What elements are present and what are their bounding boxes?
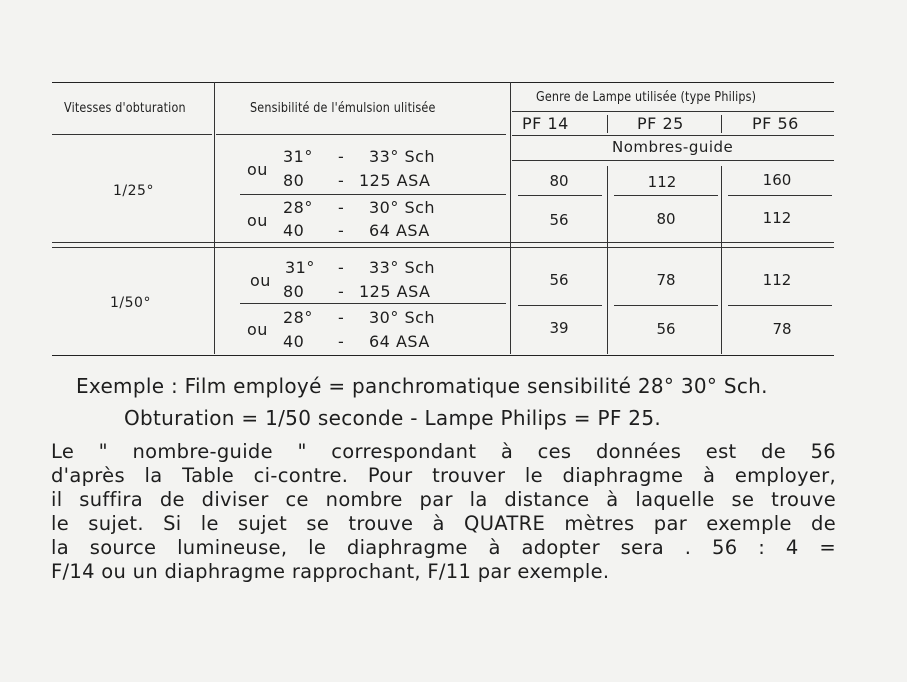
nombres-guide-rule xyxy=(512,160,834,161)
value-divider-2 xyxy=(721,166,722,354)
paragraph-line: F/14 ou un diaphragme rapprochant, F/11 par exemple. xyxy=(51,560,610,583)
example-line-2: Obturation = 1/50 seconde - Lampe Philips = PF 25. xyxy=(124,406,662,430)
sch-low: 28° xyxy=(283,308,313,327)
guide-value: 80 xyxy=(656,210,676,228)
row-separator-2b xyxy=(518,305,602,306)
asa-low: 80 xyxy=(283,171,305,190)
sch-low: 31° xyxy=(285,258,315,277)
lamp-pf25: PF 25 xyxy=(637,114,684,133)
paragraph-line: la source lumineuse, le diaphragme à adopter sera . 56 : 4 = xyxy=(51,536,836,559)
asa-dash: - xyxy=(338,282,345,301)
group-double-rule-top xyxy=(52,242,834,243)
paragraph-line: d'après la Table ci-contre. Pour trouver le diaphragme à employer, xyxy=(51,464,836,487)
sch-high: 33° Sch xyxy=(369,258,436,277)
value-divider-1 xyxy=(607,166,608,354)
ou-label: ou xyxy=(247,211,268,230)
guide-value: 112 xyxy=(647,173,677,191)
asa-dash: - xyxy=(338,332,345,351)
nombres-guide-label: Nombres-guide xyxy=(612,138,734,156)
table-top-rule xyxy=(52,82,834,83)
header-bottom-rule-2 xyxy=(216,134,506,135)
sch-dash: - xyxy=(338,147,345,166)
ou-label: ou xyxy=(247,160,268,179)
sch-dash: - xyxy=(338,308,345,327)
guide-value: 78 xyxy=(772,320,792,338)
lamp-pf56: PF 56 xyxy=(752,114,799,133)
asa-dash: - xyxy=(338,221,345,240)
row-separator-2c xyxy=(614,305,718,306)
guide-value: 112 xyxy=(762,209,792,227)
guide-value: 78 xyxy=(656,271,676,289)
row-separator-1b xyxy=(518,195,602,196)
sch-low: 28° xyxy=(283,198,313,217)
col-divider-2 xyxy=(510,82,511,354)
sch-high: 30° Sch xyxy=(369,308,436,327)
sch-dash: - xyxy=(338,198,345,217)
guide-value: 56 xyxy=(549,271,569,289)
guide-value: 56 xyxy=(549,211,569,229)
sch-high: 30° Sch xyxy=(369,198,436,217)
group-double-rule-bottom xyxy=(52,247,834,248)
row-separator-1 xyxy=(240,194,506,195)
header-bottom-rule-1 xyxy=(52,134,212,135)
asa-dash: - xyxy=(338,171,345,190)
asa-high: 125 ASA xyxy=(359,171,431,190)
asa-high: 64 ASA xyxy=(369,221,430,240)
lamp-divider-1 xyxy=(607,115,608,133)
col-divider-1 xyxy=(214,82,215,354)
header-sensibilite: Sensibilité de l'émulsion ulitisée xyxy=(250,101,436,116)
row-separator-2d xyxy=(728,305,832,306)
paragraph-line: il suffira de diviser ce nombre par la distance à laquelle se trouve xyxy=(51,488,836,511)
guide-value: 39 xyxy=(549,319,569,337)
lamp-header-rule xyxy=(512,111,834,112)
row-separator-1c xyxy=(614,195,718,196)
asa-low: 40 xyxy=(283,332,305,351)
sch-high: 33° Sch xyxy=(369,147,436,166)
header-lampe: Genre de Lampe utilisée (type Philips) xyxy=(536,90,757,105)
header-bottom-rule-3 xyxy=(512,135,834,136)
asa-high: 125 ASA xyxy=(359,282,431,301)
speed-1-50: 1/50° xyxy=(110,295,151,311)
table-bottom-rule xyxy=(52,355,834,356)
guide-value: 160 xyxy=(762,171,792,189)
row-separator-2 xyxy=(240,303,506,304)
lamp-divider-2 xyxy=(721,115,722,133)
example-line-1: Exemple : Film employé = panchromatique sensibilité 28° 30° Sch. xyxy=(76,374,768,398)
asa-low: 80 xyxy=(283,282,305,301)
guide-value: 80 xyxy=(549,172,569,190)
header-vitesses: Vitesses d'obturation xyxy=(64,101,186,116)
speed-1-25: 1/25° xyxy=(113,183,154,199)
sch-low: 31° xyxy=(283,147,313,166)
paragraph-line: Le " nombre-guide " correspondant à ces données est de 56 xyxy=(51,440,836,463)
ou-label: ou xyxy=(247,320,268,339)
asa-high: 64 ASA xyxy=(369,332,430,351)
guide-value: 56 xyxy=(656,320,676,338)
explanation-paragraph xyxy=(51,440,836,584)
paragraph-line: le sujet. Si le sujet se trouve à QUATRE mètres par exemple de xyxy=(51,512,836,535)
guide-value: 112 xyxy=(762,271,792,289)
asa-low: 40 xyxy=(283,221,305,240)
row-separator-1d xyxy=(728,195,832,196)
ou-label: ou xyxy=(250,271,271,290)
lamp-pf14: PF 14 xyxy=(522,114,569,133)
sch-dash: - xyxy=(338,258,345,277)
